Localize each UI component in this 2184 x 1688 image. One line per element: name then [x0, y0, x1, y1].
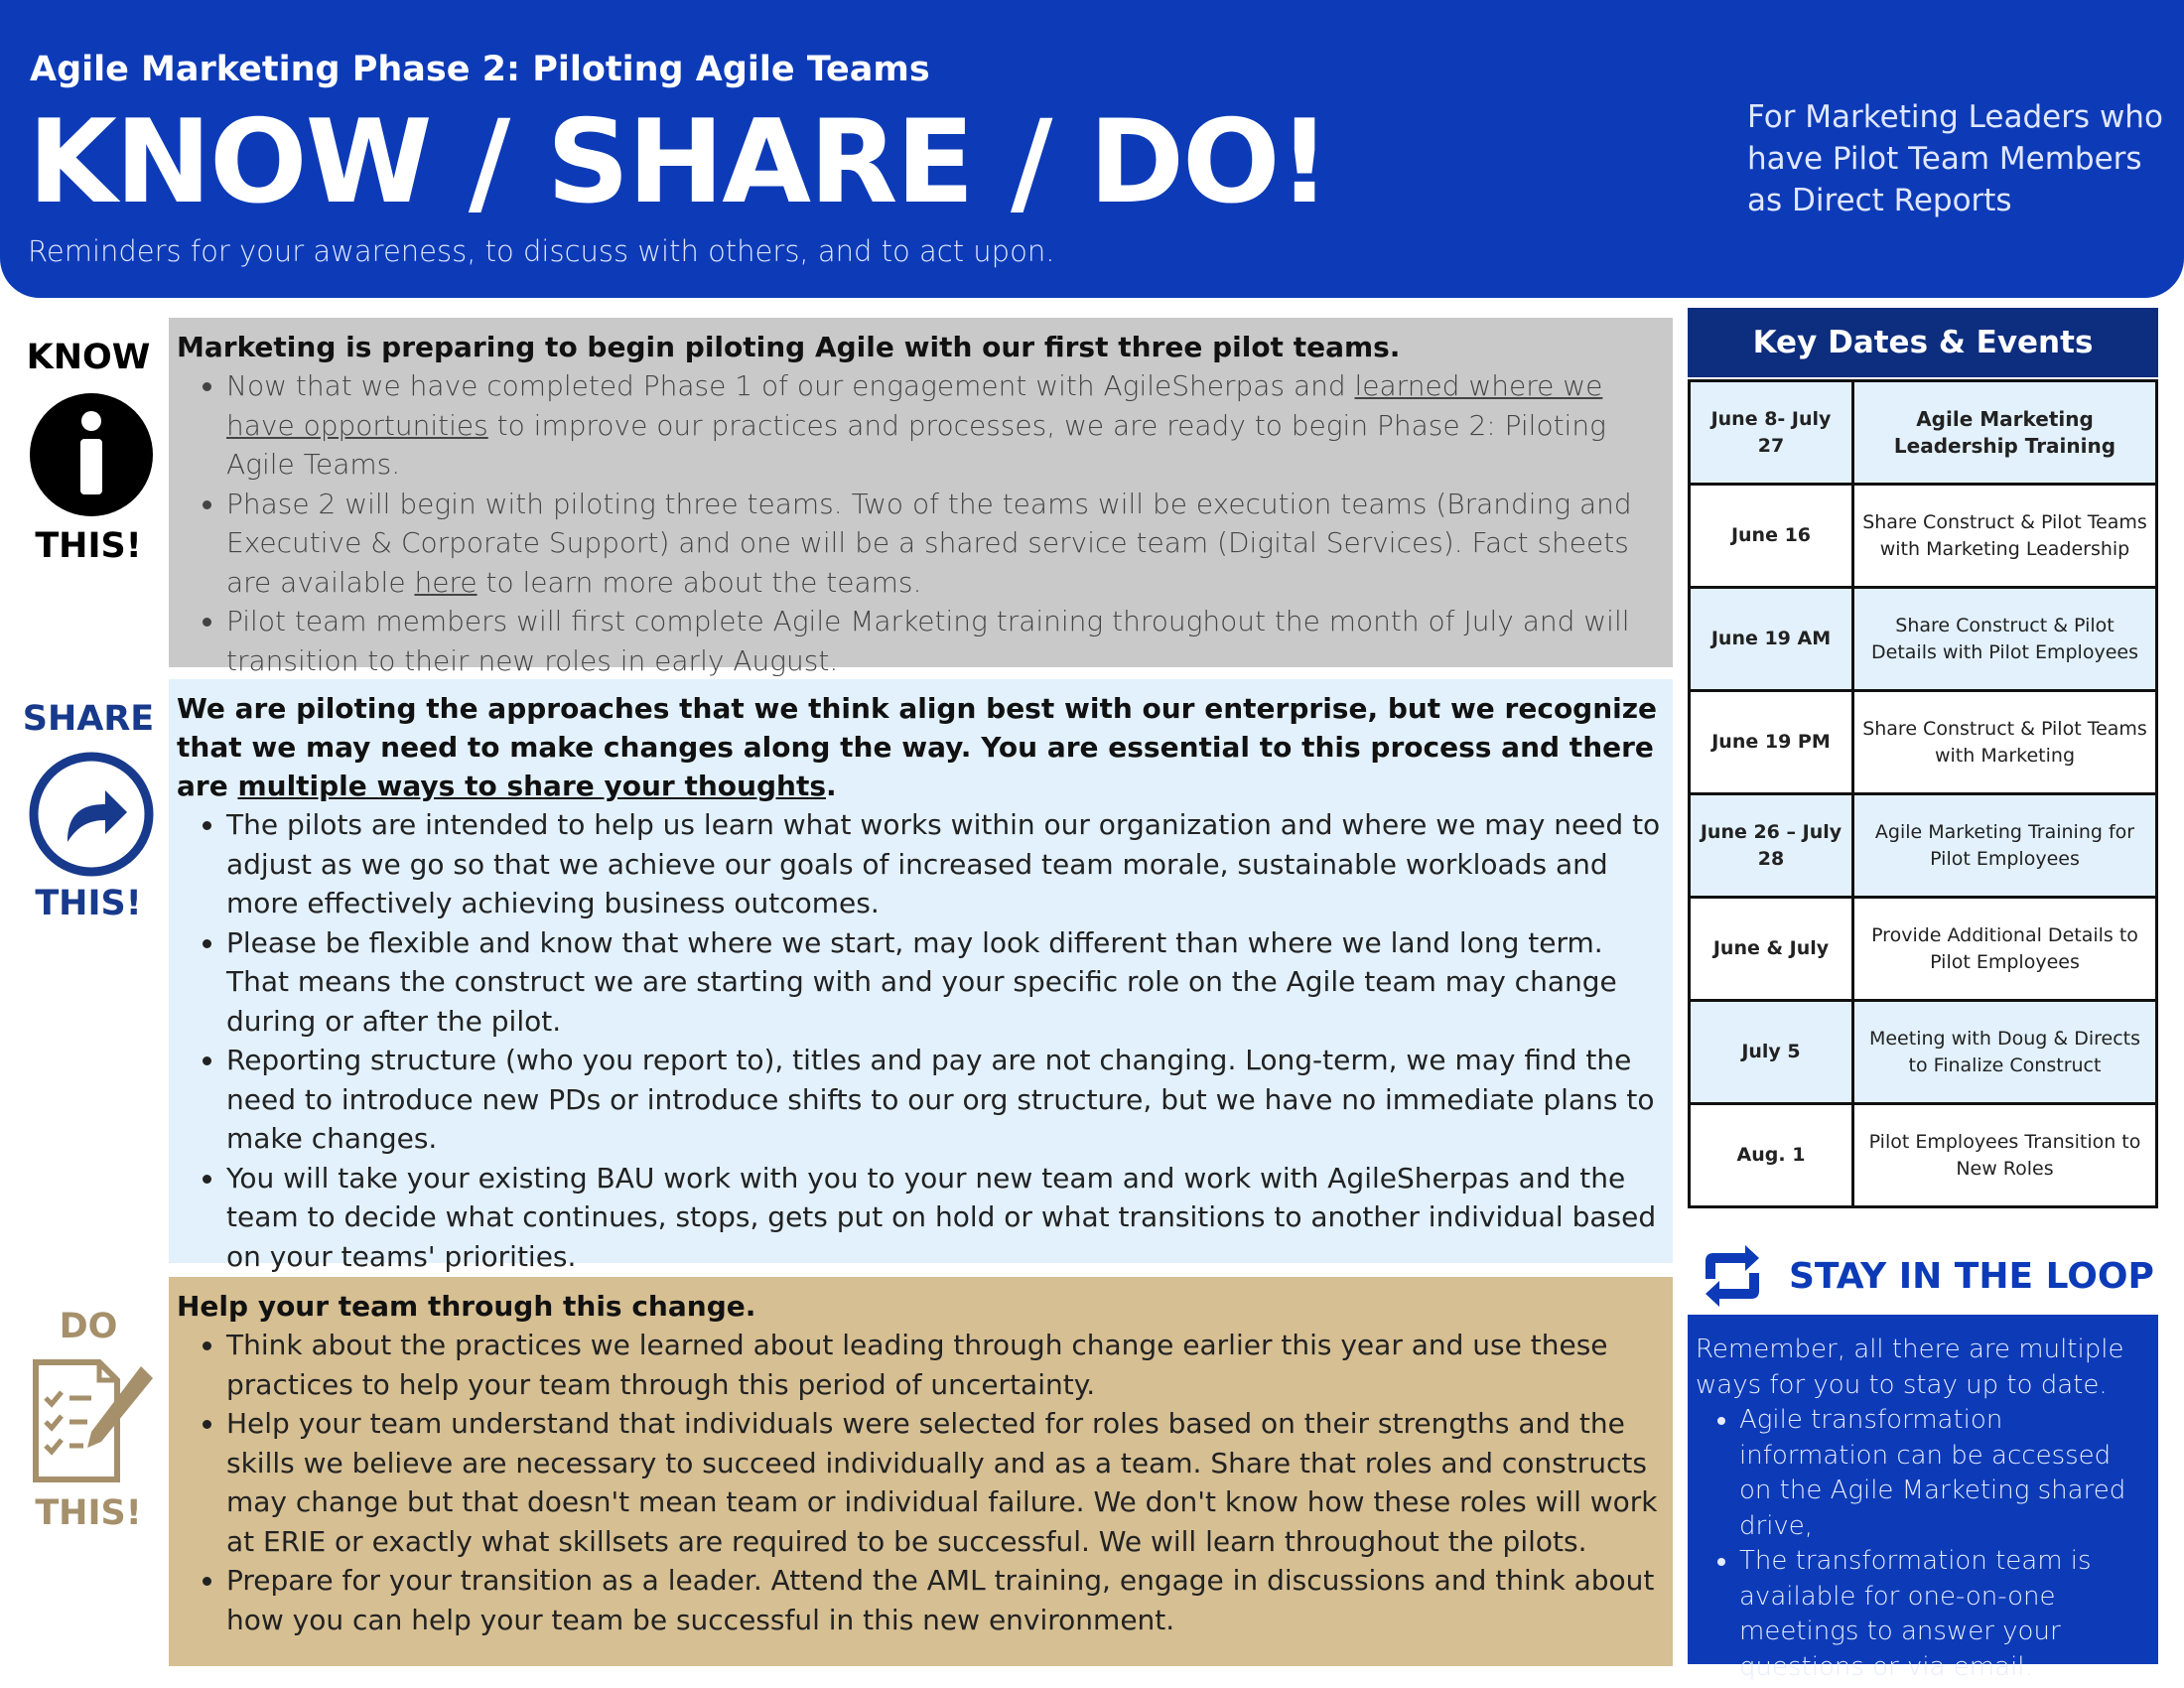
know-label-this: THIS! [35, 526, 142, 566]
know-bullet-2: • Phase 2 will begin with piloting three teams. Two of the teams will be execution teams (Branding and Executive & Corporate Support) and one will be a shared service team (Digital Services). Fact sheets are available here to learn more about the teams. [226, 485, 1663, 603]
table-row [1690, 898, 2157, 1001]
table-row [1690, 794, 2157, 898]
know-lead: Marketing is preparing to begin piloting Agile with our first three pilot teams. [177, 331, 1401, 363]
loop-title: STAY IN THE LOOP [1789, 1255, 2154, 1297]
date-cell: June 16 [1690, 485, 1853, 588]
header-title: KNOW / SHARE / DO! [28, 95, 1329, 229]
event-cell: Provide Additional Details to Pilot Employees [1853, 898, 2157, 1001]
do-label-this: THIS! [35, 1493, 142, 1533]
share-bullet-4: • You will take your existing BAU work with you to your new team and work with AgileSherpas and the team to decide what continues, stops, gets put on hold or what transitions to another individual based on your teams' priorities. [226, 1159, 1663, 1277]
event-cell: Agile Marketing Training for Pilot Employees [1853, 794, 2157, 898]
event-cell: Share Construct & Pilot Teams with Marketing [1853, 691, 2157, 794]
table-row [1690, 1104, 2157, 1207]
do-label: DO [59, 1307, 118, 1346]
share-bullet-2: • Please be flexible and know that where we start, may look different than where we land long term. That means the construct we are starting with and your specific role on the Agile team may change during or after the pilot. [226, 923, 1663, 1042]
checklist-pencil-icon [30, 1356, 157, 1485]
do-bullet-2: • Help your team understand that individuals were selected for roles based on their strengths and the skills we believe are necessary to succeed individually and as a team. Share that roles and constructs may change but that doesn't mean team or individual failure. We don't know how these roles will work at ERIE or exactly what skillsets are required to be successful. We will learn throughout the pilots. [226, 1404, 1663, 1561]
date-cell: June 19 PM [1690, 691, 1853, 794]
date-cell: Aug. 1 [1690, 1104, 1853, 1207]
date-cell: June & July [1690, 898, 1853, 1001]
event-cell: Pilot Employees Transition to New Roles [1853, 1104, 2157, 1207]
date-cell: June 8- July 27 [1690, 381, 1853, 485]
date-cell: June 19 AM [1690, 588, 1853, 691]
fact-sheets-link[interactable]: here [414, 565, 478, 599]
date-cell: July 5 [1690, 1001, 1853, 1104]
info-icon [28, 391, 155, 518]
loop-intro: Remember, all there are multiple ways for you to stay up to date. [1696, 1335, 2124, 1400]
event-cell: Agile Marketing Leadership Training [1853, 381, 2157, 485]
key-dates-table [1688, 379, 2158, 1208]
table-row [1690, 381, 2157, 485]
know-label: KNOW [26, 338, 151, 377]
sync-arrows-icon [1698, 1245, 1767, 1307]
event-cell: Meeting with Doug & Directs to Finalize Construct [1853, 1001, 2157, 1104]
do-lead: Help your team through this change. [177, 1290, 756, 1323]
date-cell: June 26 – July 28 [1690, 794, 1853, 898]
share-thoughts-link[interactable]: multiple ways to share your thoughts [237, 770, 826, 802]
share-arrow-icon [28, 751, 155, 878]
event-cell: Share Construct & Pilot Teams with Marketing Leadership [1853, 485, 2157, 588]
share-lead: We are piloting the approaches that we think align best with our enterprise, but we recognize that we may need to make changes along the way. You are essential to this process and there are multiple ways to share your thoughts. [177, 692, 1658, 802]
do-bullet-1: • Think about the practices we learned about leading through change earlier this year and use these practices to help your team through this period of uncertainty. [226, 1326, 1663, 1404]
key-dates-title: Key Dates & Events [1688, 308, 2158, 377]
loop-bullet-1: • Agile transformation information can be accessed on the Agile Marketing shared drive, [1739, 1403, 2146, 1544]
do-bullet-3: • Prepare for your transition as a leader. Attend the AML training, engage in discussions and think about how you can help your team be successful in this new environment. [226, 1561, 1663, 1639]
share-label-this: THIS! [35, 884, 142, 923]
event-cell: Share Construct & Pilot Details with Pilot Employees [1853, 588, 2157, 691]
header-banner [0, 0, 2184, 298]
header-subtitle: Agile Marketing Phase 2: Piloting Agile Teams [30, 50, 930, 89]
loop-box [1688, 1315, 2158, 1682]
do-panel [169, 1277, 1673, 1666]
know-panel [169, 318, 1673, 677]
opportunities-link[interactable]: learned where we have opportunities [226, 369, 1603, 442]
table-row [1690, 1001, 2157, 1104]
know-bullet-1: • Now that we have completed Phase 1 of our engagement with AgileSherpas and learned where we have opportunities to improve our practices and processes, we are ready to begin Phase 2: Piloting Agile Teams. [226, 366, 1663, 485]
share-bullet-1: • The pilots are intended to help us learn what works within our organization and where we may need to adjust as we go so that we achieve our goals of increased team morale, sustainable workloads and more effectively achieving business outcomes. [226, 805, 1663, 923]
header-audience: For Marketing Leaders who have Pilot Team Members as Direct Reports [1747, 99, 2163, 218]
share-panel [169, 679, 1673, 1273]
table-row [1690, 691, 2157, 794]
know-bullet-3: • Pilot team members will first complete Agile Marketing training throughout the month of July and will transition to their new roles in early August. [226, 602, 1663, 680]
table-row [1690, 485, 2157, 588]
loop-bullet-2: • The transformation team is available for one-on-one meetings to answer your questions or via email. [1739, 1544, 2146, 1685]
table-row [1690, 588, 2157, 691]
loop-header [1698, 1241, 2164, 1311]
share-bullet-3: • Reporting structure (who you report to), titles and pay are not changing. Long-term, we may find the need to introduce new PDs or introduce shifts to our org structure, but we have no immediate plans to make changes. [226, 1041, 1663, 1159]
header-tagline: Reminders for your awareness, to discuss with others, and to act upon. [28, 234, 1055, 268]
share-label: SHARE [22, 699, 155, 739]
